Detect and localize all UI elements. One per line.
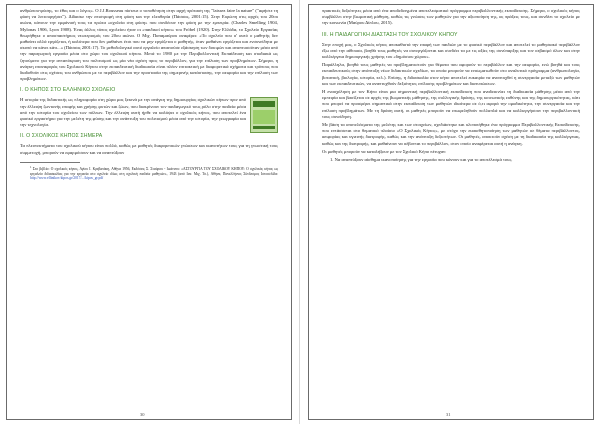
pedagogical-paragraph-3: Η ενασχόληση με τον Κήπο είναι μια σημαντική περιβαλλοντική εκπαίδευση που αναδεικνύει τη διαδικασία μάθησης μέσα από την εμπειρία και βασίζεται σε αρχές της βιωματικής μάθησης, της συλλογικής δράσης, της κοινωνικής ευθύνης και της δημιουργικότητας, κάτι που μπορεί να προσφέρει σημαντικά στην εκπαίδευση των μαθητών ιδιαίτερα σε ό,τι αφορά την ομαδικότητα, την συνεργασία και την επίλυση προβλημάτων. Με τη δράση αυτή, οι μαθητές μπορούν να επωφεληθούν πολλαπλά και να καλλιεργήσουν την περιβαλλοντική τους συνείδηση.	[322, 89, 580, 119]
pedagogical-paragraph-1: Στην εποχή μας, ο Σχολικός κήπος αποκαθιστά την επαφή των παιδιών με το φυσικό περιβάλλον και αποτελεί το μαθησιακό περιβάλλον έξω από την αίθουσα, βοηθά τους μαθητές να συνεργάζονται και συνδέει τα με τις αξίες της συνύπαρξης και τον σεβασμό όλων και στην καλλιέργεια δημιουργικής χρήσης του «δημόσιου χώρου».	[322, 41, 580, 60]
footnote-link[interactable]: http://www.ellinikos-kipos.gr/2017/.../kipos_gr.pdf	[30, 176, 104, 181]
right-column	[322, 8, 580, 165]
pedagogical-paragraph-4: Με βάση τα αποτελέσματα της μελέτης και των στοιχείων, σχεδιάστηκε και υλοποιήθηκε ένα πρόγραμμα Περιβαλλοντικής Εκπαίδευσης, που εντάσσεται στο θεματικό πλαίσιο «Ο Σχολικός Κήπος», με στόχο την ευαισθητοποίηση των μαθητών σε θέματα περιβάλλοντος, αειφορίας και υγιεινής διατροφής, καθώς και την ανάπτυξη δεξιοτήτων. Οι μαθητές, αποκτούν σχέση με τη διαδικασία της καλλιέργειας, καθώς και της διατροφής, και μαθαίνουν να σέβονται το περιβάλλον, στον οποίο αναφέρεται αυτή η ανάγκη.	[322, 122, 580, 146]
pedagogical-paragraph-2: Παράλληλα, βοηθά τους μαθητές να προβληματιστούν για θέματα που αφορούν το περιβάλλον και την αειφορία, ενώ βοηθά και τους εκπαιδευτικούς στην ανάπτυξη νέων διδακτικών σχεδίων, τα οποία μπορούν να ενσωματωθούν στο αναλυτικό πρόγραμμα (ανθρωπολογία, βοτανική, βιολογία, ιστορία, κτλ.). Επίσης, η διδασκαλία στον κήπο αποτελεί ευκαιρία να αναπτυχθεί η συνεργασία μεταξύ των μαθητών και των εκπαιδευτικών, να αναπτυχθούν δεξιότητες επίλυσης προβλημάτων και διατυπώσεων.	[322, 62, 580, 86]
section-heading-pedagogical: III. Η ΠΑΙΔΑΓΩΓΙΚΗ ΔΙΑΣΤΑΣΗ ΤΟΥ ΣΧΟΛΙΚΟΥ ΚΗΠΟΥ	[322, 31, 458, 38]
footnote-marker: 1	[30, 164, 32, 169]
numbered-list-item: 1. Να αναπτύξουν αίσθημα ικανοποίησης για την εργασία που κάνουν και για το αποτέλεσμά τους.	[330, 157, 513, 163]
section-heading-garden-today: II. Ο ΣΧΟΛΙΚΟΣ ΚΗΠΟΣ ΣΗΜΕΡΑ	[20, 133, 103, 140]
left-column	[20, 8, 278, 181]
greek-school-paragraph: Η ιστορία της διδακτικής ως πληροφορία στη χώρα μας ξεκινά με την ανάγκη της δημιουργίας σχολικών κήπων πριν από την έλλειψη ζωντανής επαφής και χρήσης φυτών και ζώων, που διακρίνουν τον παιδαγωγικό τους ρόλο στην παιδεία μέσα από την ιστορία του σχολείου των πόλεων. Την έλλειψη αυτή ήρθε να καλύψει ο σχολικός κήπος, που αποτελεί ένα φυσικό εργαστήριο για την μελέτη της φύσης και την ανάπτυξη του πολιτισμού μέσα από την ιστορία, την γεωγραφία και την τεχνολογία.	[20, 97, 246, 128]
page-number-right: 31	[446, 412, 451, 417]
pedagogical-paragraph-5: Οι μαθητές μπορούν να καταλήξουν με τον Σχολικό Κήπο πέτυχαν:	[322, 148, 447, 154]
right-intro-paragraph: πρακτικές δεξιότητες μέσα από ένα αποδεδειγμένα αποτελεσματικό πρόγραμμα περιβαλλοντικής εκπαίδευσης. Σήμερα, ο σχολικός κήπος συμβάλλει στην βιωματική μάθηση, καθώς τις γνώσεις των μαθητών για την αξιοποίηση της, ας πράξεις τους, και συνδέει το σχολείο με την κοινωνία (Μαύρου Δίπλου, 2015).	[322, 8, 580, 26]
footnote-text: Στο βιβλίο: Ο σχολικός κήπος, Αγίου Ι. Κρεβατάκη, Αθήνα 1956, Εκδόσεις Σ. Σταύρου - Ιωάννου: «ΑΣΤΟΥΡΓΙΑ ΤΟΥ ΣΧΟΛΙΚΟΥ ΚΗΠΟΥ: Ο σχολικός κήπος ως εργαλείο διδασκαλίας για την εργασία στο σχολείο ιδίως στη σχολική παιδεία μαθητών», 1943 (από Ιαν. Μιχ. Τσ.), Αθήνα, Πανελλήνιος Σύνδεσμος Ιστοσελίδα:	[30, 167, 278, 176]
left-intro-paragraph: ανθρώπου-φύσης, το έθος και ο λόγος». Ο J.J.Rousseau πίστευε ο τοποθέτηση στην αρχή πρόταση της "laissez faire la nature" ("αφήστε τη φύση να λειτουργήσει"). Δίδασκε την επιστροφή στη φύση και την ελευθερία (Πάσσας, 2001:15). Στην Ευρώπη στις αρχές του 20ου αιώνα, κάνουν την εμφάνισή τους τα πρώτα «σχολεία στη φύση» που συνδέουν την φύση με την εμπειρία. (Charles Smelling 1904, Mylonas 1906, Lyon 1908). Ένας άλλος τύπος σχολείου ήταν οι «παιδικοί κήποι» του Fröbel (1920). Στην Ελλάδα, το Σχολείο Εργασίας θεωρήθηκε ο αποσπαστήριος νεωτερισμός του 20ου αιώνα. Ο Μιχ. Παπαμαύρου αναφέρει: «Το σχολείο που σ' αυτό ο μαθητής δεν μαθαίνει αλλά εργάζεται, ή καλύτερα που δεν μαθαίνει έτσι που να μην εργάζεται ο μαθητής, όταν μαθαίνει εργάζεται και ενσυνείδητα με σκοπό να κάνει κάτι...» (Πάσσας 2001:17). Το μεθοδολογικό αυτό εργαλείο απαιτούσε εξάσκηση των δοκιμών και αναπτυσσόταν μέσα από την παραγωγική εργασία μέσα στο χώρο του σχολικού κήπου. Μετά το 1980 με την Περιβαλλοντική Εκπαίδευση και σταδιακά ως ζητούμενο για την ανταπόκριση του πολιτισμού ως μία νέα σχέση προς το περιβάλλον, για την επίλυση των προβλημάτων. Σήμερα, η ανάγκη επαναφοράς του Σχολικού Κήπου στην εκπαιδευτική διαδικασία είναι πλέον επιτακτική με διαφορετικά σχήματα και τρόπους που διαδοθούν στις σχέσεις του ανθρώπου με το περιβάλλον και την προστασία της σημερινής κατάστασης, την αειφορία και την επίλυση των προβλημάτων.	[20, 8, 278, 82]
footnote-divider	[20, 162, 80, 163]
footnote	[20, 165, 278, 181]
garden-today-paragraph: Τα πλεονεκτήματα του σχολικού κήπου είναι πολλά, καθώς με μαθητές διαφορετικών γνώσεων και ικανοτήτων τους για τη γνωστική τους συμμετοχή, μπορούν να εφαρμόσουν και να αναπτύξουν	[20, 143, 278, 155]
section-heading-greek-school: I. Ο ΚΗΠΟΣ ΣΤΟ ΕΛΛΗΝΙΚΟ ΣΧΟΛΕΙΟ	[20, 87, 116, 94]
page-gutter	[299, 0, 300, 424]
book-cover-image	[250, 97, 278, 133]
page-number-left: 30	[140, 412, 145, 417]
